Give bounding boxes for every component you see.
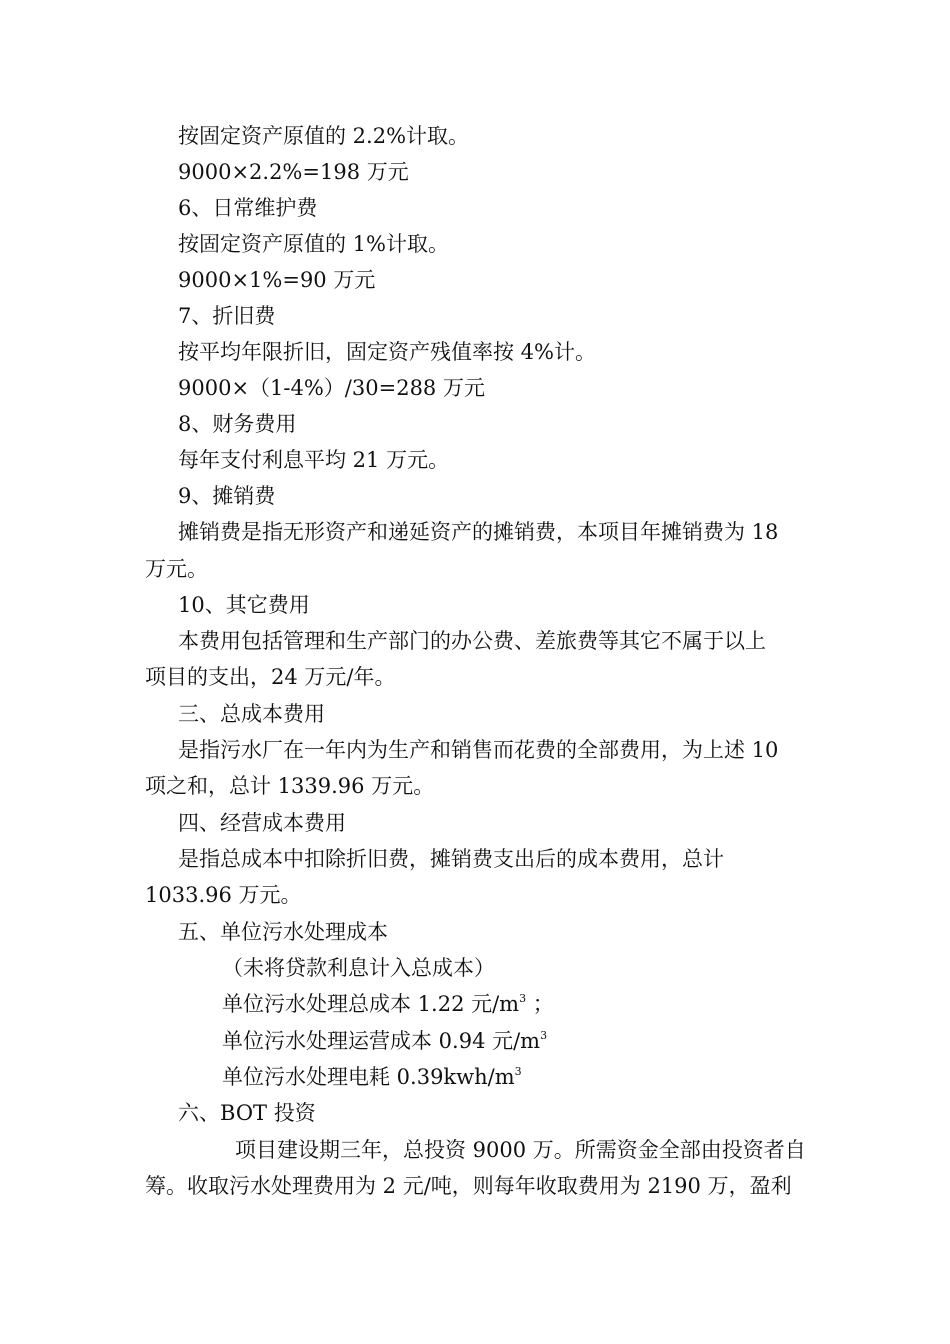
text-span: 单位污水处理运营成本 0.94 元/m xyxy=(222,1029,541,1053)
superscript: 3 xyxy=(540,1029,548,1042)
text-line xyxy=(222,1063,522,1091)
text-span: 单位污水处理总成本 1.22 元/m xyxy=(222,992,520,1016)
text-line: 项目的支出，24 万元/年。 xyxy=(145,665,396,689)
text-line: 按固定资产原值的 1%计取。 xyxy=(178,232,449,256)
superscript: 3 xyxy=(519,992,527,1005)
superscript: 3 xyxy=(514,1065,522,1078)
text-span: ； xyxy=(526,992,554,1016)
text-line: 每年支付利息平均 21 万元。 xyxy=(178,448,450,472)
text-line: 是指总成本中扣除折旧费，摊销费支出后的成本费用，总计 xyxy=(178,847,724,871)
text-line xyxy=(222,1027,547,1055)
section-heading: 7、折旧费 xyxy=(178,304,276,328)
section-heading: 10、其它费用 xyxy=(178,593,310,617)
text-line: 万元。 xyxy=(145,557,208,581)
section-heading: 五、单位污水处理成本 xyxy=(178,920,388,944)
section-heading: 六、BOT 投资 xyxy=(178,1101,316,1125)
text-line: 1033.96 万元。 xyxy=(145,883,302,907)
section-heading: 6、日常维护费 xyxy=(178,196,318,220)
text-line: 按平均年限折旧，固定资产残值率按 4%计。 xyxy=(178,340,596,364)
text-line: 项之和，总计 1339.96 万元。 xyxy=(145,774,435,798)
text-line: 9000×1%=90 万元 xyxy=(178,268,376,292)
text-span: 单位污水处理电耗 0.39kwh/m xyxy=(222,1065,515,1089)
text-line xyxy=(222,990,554,1018)
text-line: 筹。收取污水处理费用为 2 元/吨，则每年收取费用为 2190 万，盈利 xyxy=(145,1174,792,1198)
text-line: 9000×（1-4%）/30=288 万元 xyxy=(178,376,485,400)
text-line: 按固定资产原值的 2.2%计取。 xyxy=(178,124,470,148)
text-line: 本费用包括管理和生产部门的办公费、差旅费等其它不属于以上 xyxy=(178,629,766,653)
text-line: 9000×2.2%=198 万元 xyxy=(178,160,409,184)
text-line: 是指污水厂在一年内为生产和销售而花费的全部费用，为上述 10 xyxy=(178,738,779,762)
text-line: （未将贷款利息计入总成本） xyxy=(222,956,495,980)
section-heading: 9、摊销费 xyxy=(178,484,276,508)
section-heading: 三、总成本费用 xyxy=(178,702,325,726)
text-line: 项目建设期三年，总投资 9000 万。所需资金全部由投资者自 xyxy=(235,1138,806,1162)
section-heading: 8、财务费用 xyxy=(178,412,297,436)
section-heading: 四、经营成本费用 xyxy=(178,811,346,835)
text-line: 摊销费是指无形资产和递延资产的摊销费，本项目年摊销费为 18 xyxy=(178,520,779,544)
